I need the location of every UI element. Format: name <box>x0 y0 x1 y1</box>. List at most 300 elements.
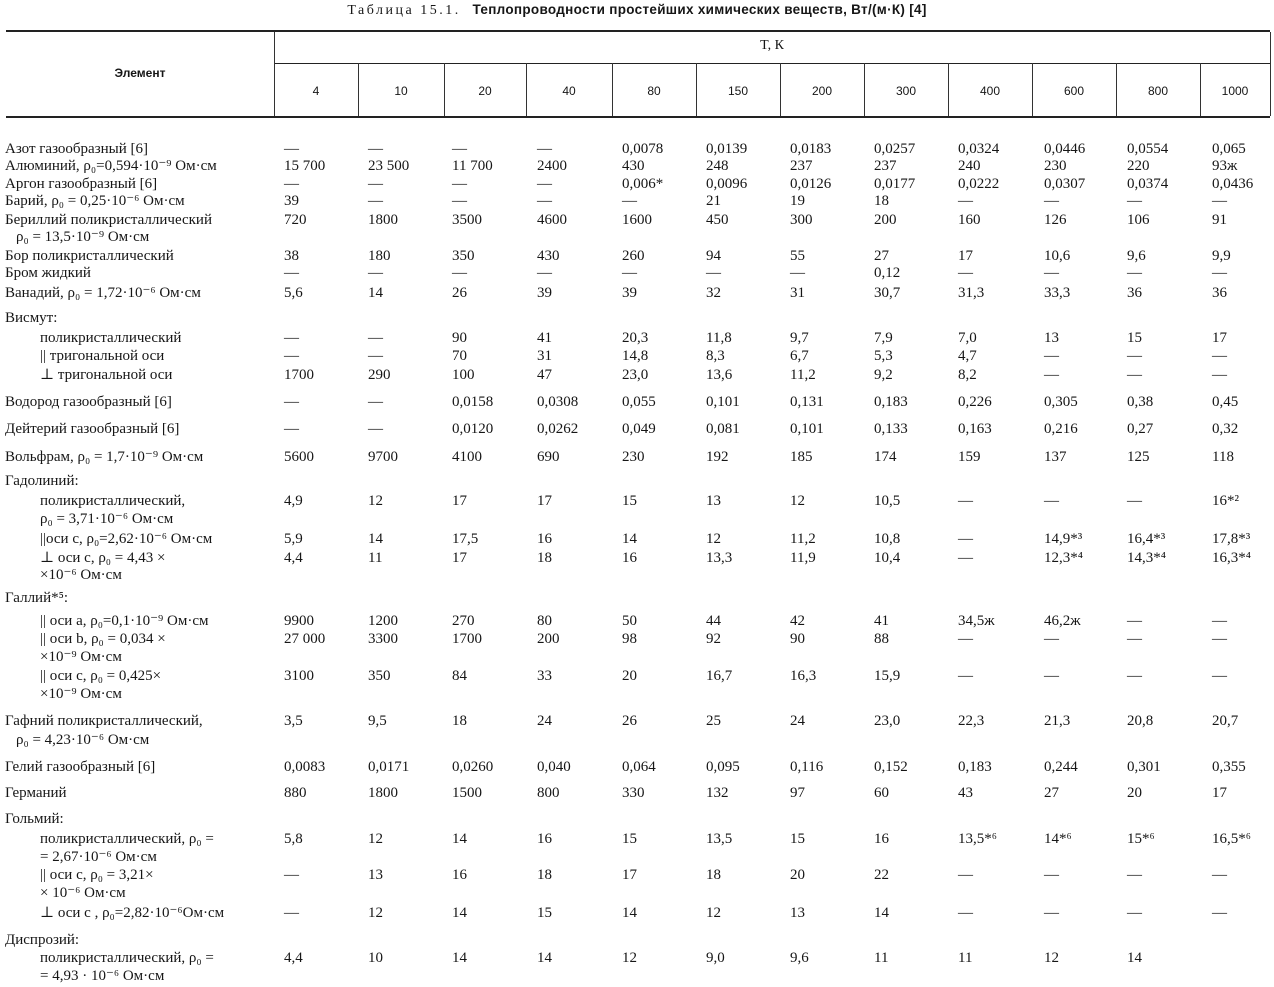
value-cell-T20: 90 <box>452 330 467 346</box>
element-name: ⊥ оси c, ρ₀ = 4,43 × <box>40 550 166 566</box>
value-cell-T10: — <box>368 176 383 192</box>
temperature-header-600: 600 <box>1063 84 1085 98</box>
table-row <box>0 472 1274 490</box>
value-cell-T20: 17,5 <box>452 531 479 547</box>
value-cell-T300: 0,152 <box>874 759 908 775</box>
value-cell-T10: — <box>368 348 383 364</box>
value-cell-T400: — <box>958 531 973 547</box>
value-cell-T300: 9,2 <box>874 367 893 383</box>
element-name: Гелий газообразный [6] <box>5 759 156 775</box>
table-row <box>0 810 1274 828</box>
table-row <box>0 549 1274 567</box>
element-name: Аргон газообразный [6] <box>5 176 158 192</box>
value-cell-T20: 270 <box>452 613 475 629</box>
value-cell-T400: 13,5*⁶ <box>958 831 997 847</box>
value-cell-T300: 30,7 <box>874 285 901 301</box>
table-row <box>0 848 1274 866</box>
value-cell-T800: — <box>1127 348 1142 364</box>
value-cell-T1000: 91 <box>1212 212 1227 228</box>
value-cell-T400: 7,0 <box>958 330 977 346</box>
table-row <box>0 648 1274 666</box>
value-cell-T1000: 0,065 <box>1212 141 1246 157</box>
value-cell-T1000: — <box>1212 367 1227 383</box>
value-cell-T300: 0,0177 <box>874 176 916 192</box>
temperature-header-200: 200 <box>811 84 833 98</box>
value-cell-T400: — <box>958 668 973 684</box>
value-cell-T80: 20,3 <box>622 330 649 346</box>
value-cell-T20: — <box>452 265 467 281</box>
value-cell-T1000: 0,45 <box>1212 394 1239 410</box>
value-cell-T800: — <box>1127 668 1142 684</box>
element-name: ρ₀ = 4,23·10⁻⁶ Ом·см <box>16 732 150 748</box>
table-row <box>0 175 1274 193</box>
value-cell-T1000: 93ж <box>1212 158 1238 174</box>
table-row <box>0 366 1274 384</box>
value-cell-T800: 15*⁶ <box>1127 831 1155 847</box>
value-cell-T300: 200 <box>874 212 897 228</box>
value-cell-T20: 14 <box>452 831 467 847</box>
value-cell-T4: 27 000 <box>284 631 326 647</box>
value-cell-T4: 4,4 <box>284 550 303 566</box>
value-cell-T150: — <box>706 265 721 281</box>
temperature-header-20: 20 <box>478 84 492 98</box>
value-cell-T800: 14 <box>1127 950 1142 966</box>
table-caption-title: Теплопроводности простейших химических веществ, Вт/(м·К) [4] <box>472 2 927 17</box>
value-cell-T150: 132 <box>706 785 729 801</box>
value-cell-T80: 14 <box>622 905 637 921</box>
value-cell-T400: 8,2 <box>958 367 977 383</box>
value-cell-T800: 20,8 <box>1127 713 1154 729</box>
value-cell-T800: — <box>1127 367 1142 383</box>
element-name: поликристаллический, ρ₀ = <box>40 831 214 847</box>
value-cell-T600: 0,0307 <box>1044 176 1086 192</box>
value-cell-T40: 16 <box>537 531 552 547</box>
value-cell-T80: 20 <box>622 668 637 684</box>
temperature-header-300: 300 <box>895 84 917 98</box>
value-cell-T1000: — <box>1212 193 1227 209</box>
value-cell-T40: 0,040 <box>537 759 571 775</box>
value-cell-T10: 14 <box>368 285 383 301</box>
value-cell-T200: 11,2 <box>790 531 816 547</box>
value-cell-T400: 160 <box>958 212 981 228</box>
value-cell-T4: 5600 <box>284 449 314 465</box>
element-name: || оси c, ρ₀ = 3,21× <box>40 867 154 883</box>
table-row <box>0 211 1274 229</box>
value-cell-T800: 20 <box>1127 785 1142 801</box>
value-cell-T1000: — <box>1212 631 1227 647</box>
value-cell-T4: 720 <box>284 212 307 228</box>
value-cell-T400: 4,7 <box>958 348 977 364</box>
table-row <box>0 612 1274 630</box>
value-cell-T4: 4,9 <box>284 493 303 509</box>
value-cell-T80: — <box>622 265 637 281</box>
temperature-header-80: 80 <box>647 84 661 98</box>
value-cell-T40: 0,0308 <box>537 394 579 410</box>
element-name: ||оси c, ρ₀=2,62·10⁻⁶ Ом·см <box>40 531 213 547</box>
value-cell-T1000: — <box>1212 905 1227 921</box>
value-cell-T80: 330 <box>622 785 645 801</box>
value-cell-T400: — <box>958 493 973 509</box>
value-cell-T80: 260 <box>622 248 645 264</box>
value-cell-T20: 26 <box>452 285 467 301</box>
value-cell-T600: — <box>1044 193 1059 209</box>
value-cell-T200: 16,3 <box>790 668 817 684</box>
table-row <box>0 712 1274 730</box>
value-cell-T1000: 16,5*⁶ <box>1212 831 1251 847</box>
value-cell-T600: — <box>1044 631 1059 647</box>
value-cell-T400: 34,5ж <box>958 613 995 629</box>
value-cell-T4: — <box>284 421 299 437</box>
value-cell-T300: 41 <box>874 613 889 629</box>
value-cell-T200: 0,0126 <box>790 176 832 192</box>
value-cell-T200: 300 <box>790 212 813 228</box>
value-cell-T600: 21,3 <box>1044 713 1071 729</box>
value-cell-T200: 20 <box>790 867 805 883</box>
value-cell-T150: 94 <box>706 248 721 264</box>
value-cell-T4: 4,4 <box>284 950 303 966</box>
table-row <box>0 420 1274 438</box>
temperature-header-150: 150 <box>727 84 749 98</box>
value-cell-T400: 11 <box>958 950 973 966</box>
value-cell-T600: — <box>1044 905 1059 921</box>
element-name: поликристаллический, ρ₀ = <box>40 950 214 966</box>
element-name: Вольфрам, ρ₀ = 1,7·10⁻⁹ Ом·см <box>5 449 204 465</box>
element-name: Ванадий, ρ₀ = 1,72·10⁻⁶ Ом·см <box>5 285 201 301</box>
value-cell-T600: 0,0446 <box>1044 141 1086 157</box>
table-row <box>0 904 1274 922</box>
value-cell-T20: — <box>452 141 467 157</box>
table-row <box>0 530 1274 548</box>
value-cell-T150: 21 <box>706 193 721 209</box>
value-cell-T600: 14,9*³ <box>1044 531 1083 547</box>
element-name: || оси c, ρ₀ = 0,425× <box>40 668 162 684</box>
element-name: Висмут: <box>5 310 58 326</box>
value-cell-T4: — <box>284 867 299 883</box>
table-row <box>0 347 1274 365</box>
element-name: Бром жидкий <box>5 265 91 281</box>
value-cell-T40: 18 <box>537 867 552 883</box>
value-cell-T40: 39 <box>537 285 552 301</box>
element-name: ρ₀ = 3,71·10⁻⁶ Ом·см <box>40 511 174 527</box>
value-cell-T1000: 0,32 <box>1212 421 1239 437</box>
value-cell-T1000: 118 <box>1212 449 1234 465</box>
value-cell-T800: 0,0374 <box>1127 176 1169 192</box>
element-name: Гольмий: <box>5 811 64 827</box>
value-cell-T1000: — <box>1212 348 1227 364</box>
table-row <box>0 967 1274 985</box>
value-cell-T600: — <box>1044 265 1059 281</box>
table-row <box>0 247 1274 265</box>
table-row <box>0 228 1274 246</box>
element-name: Диспрозий: <box>5 932 80 948</box>
value-cell-T800: — <box>1127 613 1142 629</box>
value-cell-T80: 0,049 <box>622 421 656 437</box>
value-cell-T20: 0,0120 <box>452 421 494 437</box>
value-cell-T800: — <box>1127 631 1142 647</box>
value-cell-T600: 0,305 <box>1044 394 1078 410</box>
value-cell-T80: 12 <box>622 950 637 966</box>
value-cell-T20: 1700 <box>452 631 482 647</box>
value-cell-T80: — <box>622 193 637 209</box>
value-cell-T40: 16 <box>537 831 552 847</box>
value-cell-T20: 3500 <box>452 212 482 228</box>
value-cell-T10: 11 <box>368 550 383 566</box>
value-cell-T40: 18 <box>537 550 552 566</box>
element-name: ×10⁻⁹ Ом·см <box>40 649 122 665</box>
value-cell-T80: 230 <box>622 449 645 465</box>
value-cell-T600: 0,244 <box>1044 759 1078 775</box>
value-cell-T800: 0,0554 <box>1127 141 1169 157</box>
value-cell-T400: 0,0324 <box>958 141 1000 157</box>
value-cell-T80: 17 <box>622 867 637 883</box>
value-cell-T200: 0,131 <box>790 394 824 410</box>
value-cell-T1000: 17 <box>1212 330 1227 346</box>
value-cell-T600: 14*⁶ <box>1044 831 1072 847</box>
value-cell-T800: 15 <box>1127 330 1142 346</box>
table-row <box>0 884 1274 902</box>
value-cell-T10: — <box>368 193 383 209</box>
value-cell-T10: 10 <box>368 950 383 966</box>
value-cell-T4: 0,0083 <box>284 759 326 775</box>
value-cell-T1000: 9,9 <box>1212 248 1231 264</box>
value-cell-T400: 0,183 <box>958 759 992 775</box>
table-row <box>0 284 1274 302</box>
value-cell-T400: 0,0222 <box>958 176 1000 192</box>
element-name: Галлий*⁵: <box>5 590 69 606</box>
value-cell-T80: 50 <box>622 613 637 629</box>
element-name: Гадолиний: <box>5 473 79 489</box>
value-cell-T1000: 0,0436 <box>1212 176 1254 192</box>
value-cell-T4: — <box>284 141 299 157</box>
value-cell-T800: 125 <box>1127 449 1150 465</box>
table-row <box>0 931 1274 949</box>
value-cell-T200: 19 <box>790 193 805 209</box>
value-cell-T150: 0,0139 <box>706 141 748 157</box>
value-cell-T600: — <box>1044 493 1059 509</box>
element-name: || оси a, ρ₀=0,1·10⁻⁹ Ом·см <box>40 613 209 629</box>
value-cell-T200: 237 <box>790 158 813 174</box>
value-cell-T20: 4100 <box>452 449 482 465</box>
element-name: || тригональной оси <box>40 348 165 364</box>
value-cell-T4: 5,9 <box>284 531 303 547</box>
value-cell-T10: — <box>368 141 383 157</box>
value-cell-T20: 11 700 <box>452 158 493 174</box>
table-row <box>0 830 1274 848</box>
value-cell-T600: 137 <box>1044 449 1067 465</box>
value-cell-T40: 0,0262 <box>537 421 579 437</box>
value-cell-T80: 26 <box>622 713 637 729</box>
value-cell-T150: 13,3 <box>706 550 733 566</box>
value-cell-T4: 39 <box>284 193 299 209</box>
value-cell-T10: 9,5 <box>368 713 387 729</box>
table-row <box>0 566 1274 584</box>
value-cell-T20: 14 <box>452 950 467 966</box>
element-name: Азот газообразный [6] <box>5 141 149 157</box>
value-cell-T600: — <box>1044 668 1059 684</box>
value-cell-T40: 200 <box>537 631 560 647</box>
table-row <box>0 731 1274 749</box>
value-cell-T150: 9,0 <box>706 950 725 966</box>
value-cell-T300: 23,0 <box>874 713 901 729</box>
value-cell-T40: 15 <box>537 905 552 921</box>
value-cell-T1000: 0,355 <box>1212 759 1246 775</box>
value-cell-T800: — <box>1127 867 1142 883</box>
value-cell-T600: — <box>1044 348 1059 364</box>
value-cell-T40: 690 <box>537 449 560 465</box>
value-cell-T600: 230 <box>1044 158 1067 174</box>
value-cell-T10: 12 <box>368 905 383 921</box>
value-cell-T10: 12 <box>368 831 383 847</box>
value-cell-T4: 15 700 <box>284 158 326 174</box>
value-cell-T150: 192 <box>706 449 729 465</box>
table-row <box>0 510 1274 528</box>
value-cell-T800: 220 <box>1127 158 1150 174</box>
value-cell-T20: 350 <box>452 248 475 264</box>
value-cell-T80: 23,0 <box>622 367 649 383</box>
value-cell-T150: 0,0096 <box>706 176 748 192</box>
value-cell-T80: 0,0078 <box>622 141 664 157</box>
value-cell-T300: 27 <box>874 248 889 264</box>
value-cell-T4: 5,8 <box>284 831 303 847</box>
value-cell-T80: 0,055 <box>622 394 656 410</box>
value-cell-T80: 14 <box>622 531 637 547</box>
value-cell-T300: 22 <box>874 867 889 883</box>
value-cell-T10: 1800 <box>368 785 398 801</box>
element-name: × 10⁻⁶ Ом·см <box>40 885 126 901</box>
value-cell-T150: 0,095 <box>706 759 740 775</box>
value-cell-T4: 5,6 <box>284 285 303 301</box>
value-cell-T300: 10,4 <box>874 550 901 566</box>
value-cell-T300: 10,5 <box>874 493 901 509</box>
value-cell-T4: — <box>284 330 299 346</box>
table-row <box>0 309 1274 327</box>
value-cell-T1000: 17 <box>1212 785 1227 801</box>
table-caption-label: Таблица 15.1. <box>347 3 461 18</box>
value-cell-T150: 18 <box>706 867 721 883</box>
element-name: Германий <box>5 785 67 801</box>
temperature-header-800: 800 <box>1147 84 1169 98</box>
value-cell-T600: 13 <box>1044 330 1059 346</box>
value-cell-T150: 248 <box>706 158 729 174</box>
value-cell-T80: 14,8 <box>622 348 649 364</box>
value-cell-T80: 0,064 <box>622 759 656 775</box>
value-cell-T400: 0,163 <box>958 421 992 437</box>
value-cell-T4: 9900 <box>284 613 314 629</box>
value-cell-T20: — <box>452 176 467 192</box>
value-cell-T400: 0,226 <box>958 394 992 410</box>
value-cell-T300: 5,3 <box>874 348 893 364</box>
value-cell-T1000: 16*² <box>1212 493 1239 509</box>
value-cell-T200: 90 <box>790 631 805 647</box>
table-row <box>0 758 1274 776</box>
value-cell-T20: 100 <box>452 367 475 383</box>
value-cell-T300: 0,12 <box>874 265 901 281</box>
value-cell-T200: 6,7 <box>790 348 809 364</box>
value-cell-T10: 1200 <box>368 613 398 629</box>
value-cell-T10: 12 <box>368 493 383 509</box>
value-cell-T150: 92 <box>706 631 721 647</box>
table-row <box>0 393 1274 411</box>
value-cell-T40: — <box>537 193 552 209</box>
value-cell-T10: 1800 <box>368 212 398 228</box>
value-cell-T200: 12 <box>790 493 805 509</box>
value-cell-T400: 240 <box>958 158 981 174</box>
value-cell-T200: 0,101 <box>790 421 824 437</box>
table-row <box>0 492 1274 510</box>
value-cell-T20: 16 <box>452 867 467 883</box>
value-cell-T4: 1700 <box>284 367 314 383</box>
value-cell-T200: 42 <box>790 613 805 629</box>
value-cell-T300: 14 <box>874 905 889 921</box>
value-cell-T1000: 20,7 <box>1212 713 1239 729</box>
value-cell-T800: 0,38 <box>1127 394 1154 410</box>
value-cell-T150: 25 <box>706 713 721 729</box>
element-name: ×10⁻⁹ Ом·см <box>40 686 122 702</box>
value-cell-T400: 31,3 <box>958 285 985 301</box>
value-cell-T800: 0,27 <box>1127 421 1154 437</box>
value-cell-T10: 290 <box>368 367 391 383</box>
value-cell-T20: 0,0260 <box>452 759 494 775</box>
value-cell-T20: — <box>452 193 467 209</box>
value-cell-T10: 350 <box>368 668 391 684</box>
value-cell-T80: 1600 <box>622 212 652 228</box>
value-cell-T150: 13,5 <box>706 831 733 847</box>
value-cell-T200: 0,116 <box>790 759 824 775</box>
value-cell-T800: 14,3*⁴ <box>1127 550 1166 566</box>
value-cell-T800: — <box>1127 265 1142 281</box>
value-cell-T300: 0,0257 <box>874 141 916 157</box>
value-cell-T600: 126 <box>1044 212 1067 228</box>
element-name: || оси b, ρ₀ = 0,034 × <box>40 631 166 647</box>
value-cell-T80: 430 <box>622 158 645 174</box>
value-cell-T150: 16,7 <box>706 668 733 684</box>
value-cell-T40: 800 <box>537 785 560 801</box>
value-cell-T10: — <box>368 265 383 281</box>
value-cell-T4: — <box>284 265 299 281</box>
value-cell-T300: 10,8 <box>874 531 901 547</box>
value-cell-T800: — <box>1127 193 1142 209</box>
table-row <box>0 329 1274 347</box>
value-cell-T200: 15 <box>790 831 805 847</box>
value-cell-T40: 430 <box>537 248 560 264</box>
table-row <box>0 667 1274 685</box>
value-cell-T800: 16,4*³ <box>1127 531 1166 547</box>
value-cell-T20: 17 <box>452 493 467 509</box>
element-name: Бор поликристаллический <box>5 248 174 264</box>
value-cell-T800: — <box>1127 493 1142 509</box>
value-cell-T20: 17 <box>452 550 467 566</box>
value-cell-T10: 23 500 <box>368 158 410 174</box>
value-cell-T600: 12,3*⁴ <box>1044 550 1083 566</box>
value-cell-T10: 0,0171 <box>368 759 410 775</box>
value-cell-T40: 2400 <box>537 158 567 174</box>
value-cell-T200: 9,6 <box>790 950 809 966</box>
element-name: поликристаллический, <box>40 493 186 509</box>
value-cell-T1000: 17,8*³ <box>1212 531 1251 547</box>
temperature-header-4: 4 <box>312 84 320 98</box>
value-cell-T20: 14 <box>452 905 467 921</box>
value-cell-T40: 31 <box>537 348 552 364</box>
value-cell-T150: 12 <box>706 531 721 547</box>
value-cell-T300: 15,9 <box>874 668 901 684</box>
value-cell-T400: — <box>958 905 973 921</box>
table-row <box>0 949 1274 967</box>
value-cell-T20: 70 <box>452 348 467 364</box>
value-cell-T300: 237 <box>874 158 897 174</box>
value-cell-T600: 27 <box>1044 785 1059 801</box>
value-cell-T150: 12 <box>706 905 721 921</box>
value-cell-T800: — <box>1127 905 1142 921</box>
